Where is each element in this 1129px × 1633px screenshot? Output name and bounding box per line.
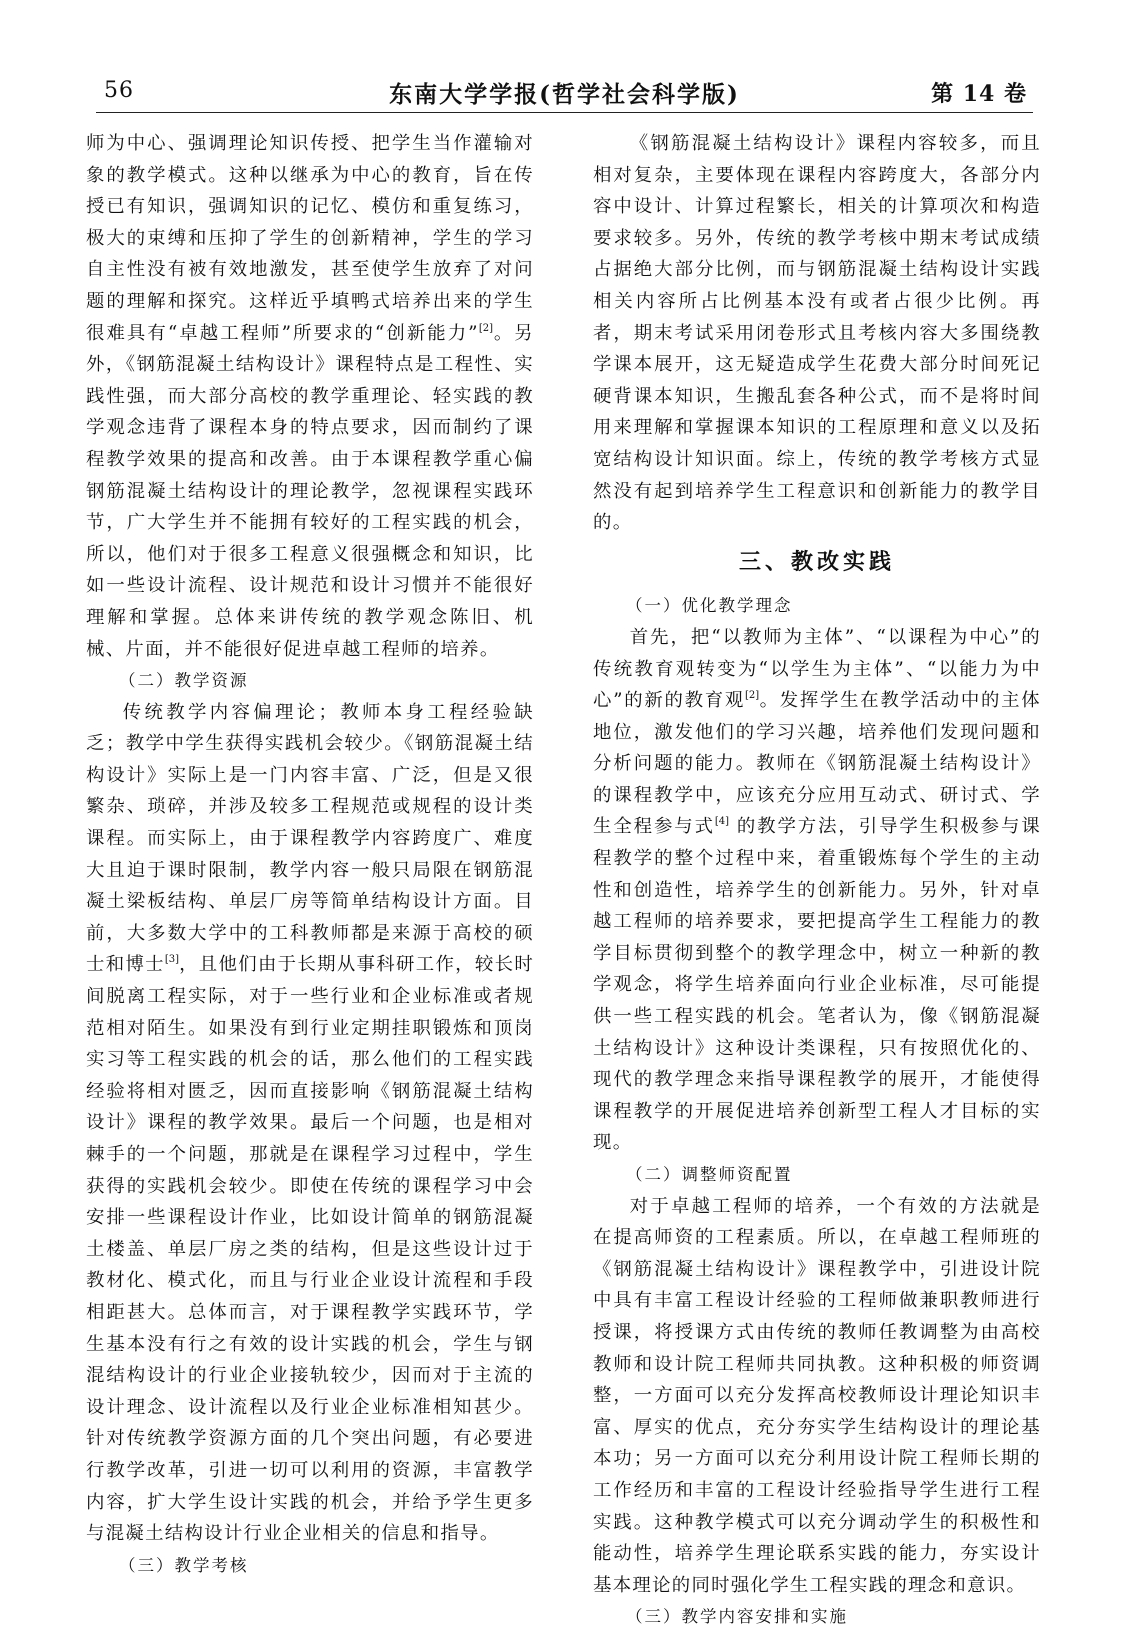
citation: [2] <box>745 690 760 702</box>
right-column <box>593 128 1041 1633</box>
paragraph: 师为中心、强调理论知识传授、把学生当作灌输对象的教学模式。这种以继承为中心的教育，旨在传授已有知识，强调知识的记忆、模仿和重复练习，极大的束缚和压抑了学生的创新精神，学生的学习自主性没有被有效地激发，甚至使学生放弃了对问题的理解和探究。这样近乎填鸭式培养出来的学生很难具有“卓越工程师”所要求的“创新能力”[2]。另外，《钢筋混凝土结构设计》课程特点是工程性、实践性强，而大部分高校的教学重理论、轻实践的教学观念违背了课程本身的特点要求，因而制约了课程教学效果的提高和改善。由于本课程教学重心偏钢筋混凝土结构设计的理论教学，忽视课程实践环节，广大学生并不能拥有较好的工程实践的机会，所以，他们对于很多工程意义很强概念和知识，比如一些设计流程、设计规范和设计习惯并不能很好理解和掌握。总体来讲传统的教学观念陈旧、机械、片面，并不能很好促进卓越工程师的培养。 <box>86 133 534 660</box>
paragraph: 传统教学内容偏理论；教师本身工程经验缺乏；教学中学生获得实践机会较少。《钢筋混凝土结构设计》实际上是一门内容丰富、广泛，但是又很繁杂、琐碎，并涉及较多工程规范或规程的设计类课程。而实际上，由于课程教学内容跨度广、难度大且迫于课时限制，教学内容一般只局限在钢筋混凝土梁板结构、单层厂房等简单结构设计方面。目前，大多数大学中的工科教师都是来源于高校的硕士和博士[3]，且他们由于长期从事科研工作，较长时间脱离工程实际，对于一些行业和企业标准或者规范相对陌生。如果没有到行业定期挂职锻炼和顶岗实习等工程实践的机会的话，那么他们的工程实践经验将相对匮乏，因而直接影响《钢筋混凝土结构设计》课程的教学效果。最后一个问题，也是相对棘手的一个问题，那就是在课程学习过程中，学生获得的实践机会较少。即使在传统的课程学习中会安排一些课程设计作业，比如设计简单的钢筋混凝土楼盖、单层厂房之类的结构，但是这些设计过于教材化、模式化，而且与行业企业设计流程和手段相距甚大。总体而言，对于课程教学实践环节，学生基本没有行之有效的设计实践的机会，学生与钢混结构设计的行业企业接轨较少，因而对于主流的设计理念、设计流程以及行业企业标准相知甚少。针对传统教学资源方面的几个突出问题，有必要进行教学改革，引进一切可以利用的资源，丰富教学内容，扩大学生设计实践的机会，并给予学生更多与混凝土结构设计行业企业相关的信息和指导。 <box>86 701 535 1545</box>
article-body <box>86 128 1041 1627</box>
volume-label: 第 14 卷 <box>931 81 1027 107</box>
section-heading: 三、教改实践 <box>738 549 895 575</box>
subheading-teaching-resources: （二）教学资源 <box>119 671 249 691</box>
page-number: 56 <box>104 78 134 103</box>
paragraph: 首先，把“以教师为主体”、“以课程为中心”的传统教育观转变为“以学生为主体”、“以能力为中心”的新的教育观[2]。发挥学生在教学活动中的主体地位，激发他们的学习兴趣，培养他们发现问题和分析问题的能力。教师在《钢筋混凝土结构设计》的课程教学中，应该充分应用互动式、研讨式、学生全程参与式[4] 的教学方法，引导学生积极参与课程教学的整个过程中来，着重锻炼每个学生的主动性和创造性，培养学生的创新能力。另外，针对卓越工程师的培养要求，要把提高学生工程能力的教学目标贯彻到整个的教学理念中，树立一种新的教学观念，将学生培养面向行业企业标准，尽可能提供一些工程实践的机会。笔者认为，像《钢筋混凝土结构设计》这种设计类课程，只有按照优化的、现代的教学理念来指导课程教学的展开，才能使得课程教学的开展促进培养创新型工程人才目标的实现。 <box>593 626 1041 1154</box>
citation: [4] <box>714 816 730 828</box>
subheading-content-arrangement: （三）教学内容安排和实施 <box>626 1607 848 1627</box>
subheading-optimize-concept: （一）优化教学理念 <box>626 596 793 616</box>
journal-title: 东南大学学报(哲学社会科学版) <box>389 81 740 108</box>
paragraph: 《钢筋混凝土结构设计》课程内容较多，而且相对复杂，主要体现在课程内容跨度大，各部分内容中设计、计算过程繁长，相关的计算项次和构造要求较多。另外，传统的教学考核中期末考试成绩占据绝大部分比例，而与钢筋混凝土结构设计实践相关内容所占比例基本没有或者占很少比例。再者，期末考试采用闭卷形式且考核内容大多围绕教学课本展开，这无疑造成学生花费大部分时间死记硬背课本知识，生搬乱套各种公式，而不是将时间用来理解和掌握课本知识的工程原理和意义以及拓宽结构设计知识面。综上，传统的教学考核方式显然没有起到培养学生工程意识和创新能力的教学目的。 <box>593 133 1041 534</box>
left-column <box>86 128 534 1581</box>
subheading-teaching-assessment: （三）教学考核 <box>119 1555 249 1575</box>
citation: [2] <box>478 322 494 334</box>
subheading-faculty-allocation: （二）调整师资配置 <box>626 1165 793 1184</box>
citation: [3] <box>164 954 180 966</box>
paragraph: 对于卓越工程师的培养，一个有效的方法就是在提高师资的工程素质。所以，在卓越工程师班的《钢筋混凝土结构设计》课程教学中，引进设计院中具有丰富工程设计经验的工程师做兼职教师进行授课，将授课方式由传统的教师任教调整为由高校教师和设计院工程师共同执教。这种积极的师资调整，一方面可以充分发挥高校教师设计理论知识丰富、厚实的优点，充分夯实学生结构设计的理论基本功；另一方面可以充分利用设计院工程师长期的工作经历和丰富的工程设计经验指导学生进行工程实践。这种教学模式可以充分调动学生的积极性和能动性，培养学生理论联系实践的能力，夯实设计基本理论的同时强化学生工程实践的理念和意识。 <box>593 1195 1041 1596</box>
page-header <box>96 60 1033 113</box>
